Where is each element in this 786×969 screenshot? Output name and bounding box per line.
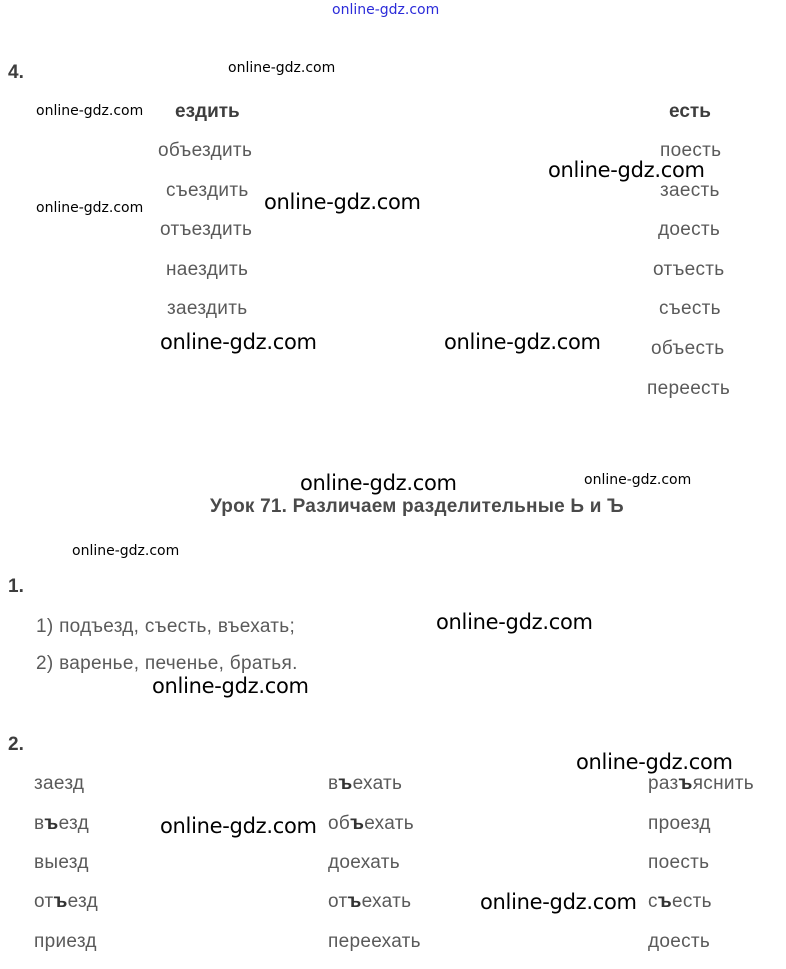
- watermark: online-gdz.com: [152, 674, 309, 698]
- watermark: online-gdz.com: [72, 543, 180, 559]
- task-4-word: заездить: [167, 298, 248, 319]
- task-2-word: выезд: [34, 852, 89, 873]
- task-2-number: 2.: [8, 734, 24, 755]
- watermark: online-gdz.com: [444, 330, 601, 354]
- task-2-word: разъяснить: [648, 773, 754, 794]
- watermark: online-gdz.com: [300, 471, 457, 495]
- task-2-word: съесть: [648, 891, 712, 912]
- watermark: online-gdz.com: [160, 330, 317, 354]
- task-4-col2-header: есть: [669, 101, 711, 122]
- task-2-word: доехать: [328, 852, 400, 873]
- task-2-word: переехать: [328, 931, 421, 952]
- task-2-word: поесть: [648, 852, 710, 873]
- lesson-title: Урок 71. Различаем разделительные Ь и Ъ: [210, 496, 624, 517]
- task-4-word: объездить: [158, 140, 253, 161]
- task-4-word: переесть: [647, 378, 731, 399]
- task-2-word: приезд: [34, 931, 97, 952]
- task-2-word: въехать: [328, 773, 403, 794]
- task-2-word: отъехать: [328, 891, 412, 912]
- watermark: online-gdz.com: [576, 750, 733, 774]
- watermark: online-gdz.com: [160, 814, 317, 838]
- watermark: online-gdz.com: [480, 890, 637, 914]
- task-2-word: отъезд: [34, 891, 99, 912]
- task-4-word: отъездить: [160, 219, 253, 240]
- watermark: online-gdz.com: [264, 190, 421, 214]
- watermark: online-gdz.com: [436, 610, 593, 634]
- watermark: online-gdz.com: [228, 60, 336, 76]
- task-4-word: отъесть: [653, 259, 725, 280]
- task-4-word: наездить: [166, 259, 249, 280]
- task-4-word: поесть: [660, 140, 722, 161]
- task-2-word: доесть: [648, 931, 711, 952]
- task-2-word: въезд: [34, 813, 89, 834]
- task-2-word: объехать: [328, 813, 414, 834]
- task-4-word: съесть: [659, 298, 721, 319]
- task-4-word: съездить: [166, 180, 249, 201]
- task-4-word: объесть: [651, 338, 725, 359]
- task-4-word: доесть: [658, 219, 721, 240]
- watermark: online-gdz.com: [36, 103, 144, 119]
- watermark: online-gdz.com: [584, 472, 692, 488]
- task-1-line: 2) варенье, печенье, братья.: [36, 653, 298, 674]
- watermark: online-gdz.com: [36, 200, 144, 216]
- watermark: online-gdz.com: [548, 158, 705, 182]
- task-2-word: проезд: [648, 813, 711, 834]
- task-2-word: заезд: [34, 773, 85, 794]
- task-4-col1-header: ездить: [175, 101, 240, 122]
- task-1-line: 1) подъезд, съесть, въехать;: [36, 616, 296, 637]
- task-4-number: 4.: [8, 62, 24, 83]
- task-4-word: заесть: [660, 180, 720, 201]
- watermark-top: online-gdz.com: [332, 2, 440, 18]
- task-1-number: 1.: [8, 576, 24, 597]
